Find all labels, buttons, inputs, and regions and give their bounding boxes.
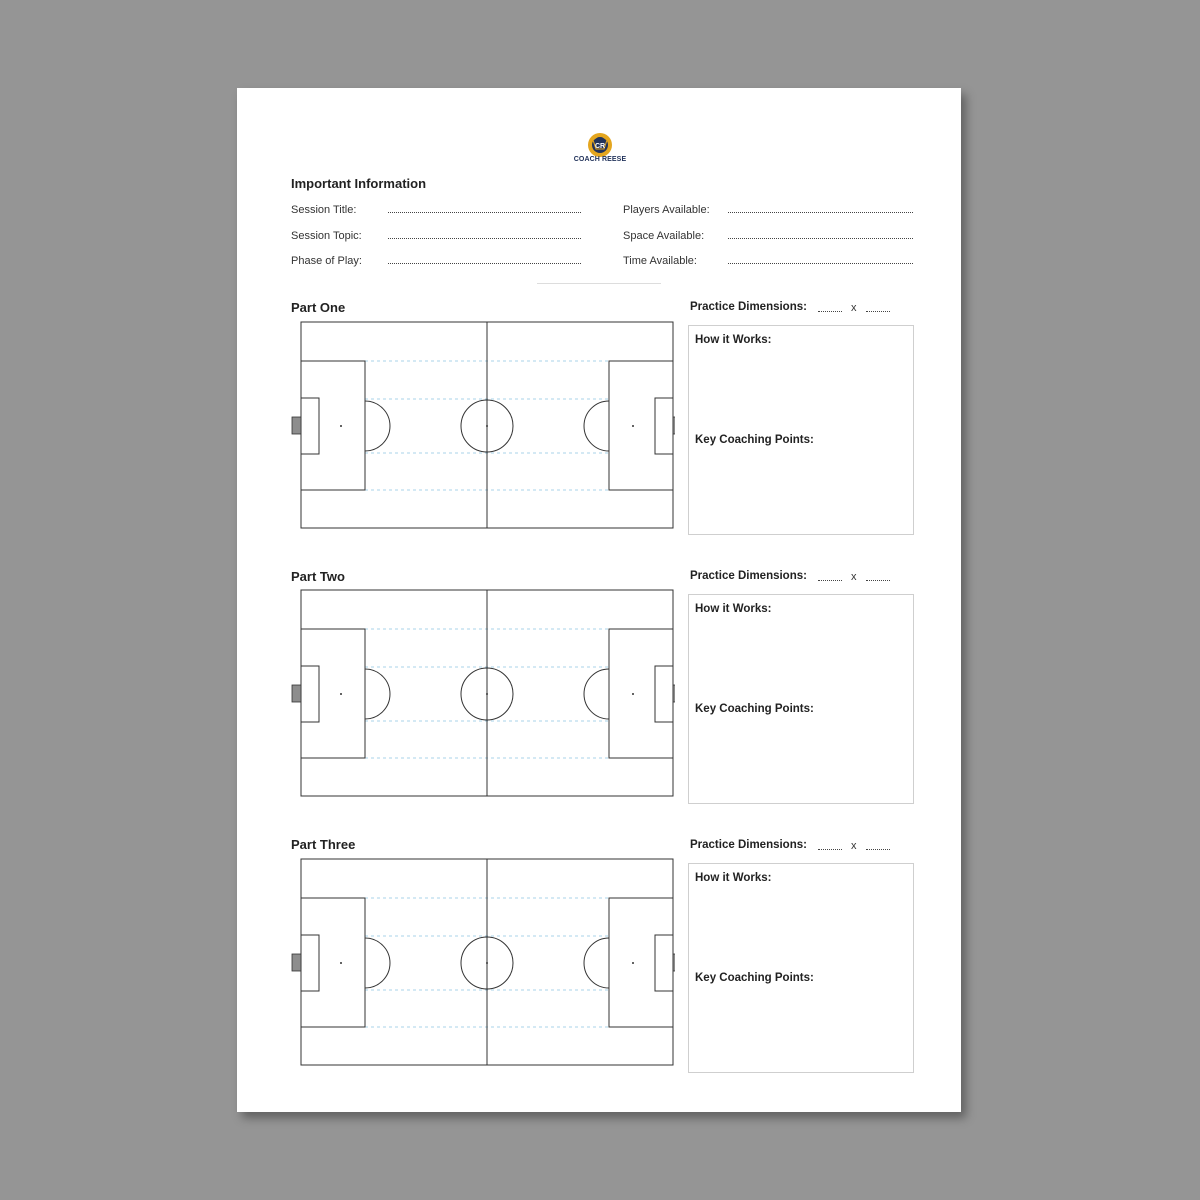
time-available-label: Time Available: [623, 255, 697, 267]
right-penalty-spot [632, 693, 634, 695]
part-three-how-it-works-label: How it Works: [695, 872, 772, 884]
part-three-title: Part Three [291, 837, 356, 852]
players-available-label: Players Available: [623, 204, 710, 216]
part-three-dimension-length-input[interactable] [866, 849, 890, 850]
space-available-label: Space Available: [623, 230, 705, 242]
space-available-input[interactable] [728, 238, 913, 239]
phase-of-play-label: Phase of Play: [291, 255, 362, 267]
brand-name: COACH REESE [573, 156, 627, 163]
time-available-input[interactable] [728, 263, 913, 264]
centre-spot [486, 693, 488, 695]
left-penalty-spot [340, 693, 342, 695]
players-available-input[interactable] [728, 212, 913, 213]
part-one-practice-dimensions-label: Practice Dimensions: [690, 301, 807, 313]
part-one-title: Part One [291, 300, 346, 315]
part-two-notes-box[interactable] [688, 594, 914, 804]
part-three-notes-box[interactable] [688, 863, 914, 1073]
session-title-label: Session Title: [291, 204, 357, 216]
part-one-dimension-length-input[interactable] [866, 311, 890, 312]
session-title-input[interactable] [388, 212, 581, 213]
right-goal [673, 954, 675, 971]
part-two-key-coaching-points-label: Key Coaching Points: [695, 703, 814, 715]
right-penalty-spot [632, 425, 634, 427]
part-three-practice-dimensions-label: Practice Dimensions: [690, 839, 807, 851]
part-one-dimension-width-input[interactable] [818, 311, 842, 312]
part-three-dimension-separator: x [851, 840, 857, 852]
right-goal [673, 417, 675, 434]
right-goal [673, 685, 675, 702]
part-one-dimension-separator: x [851, 302, 857, 314]
part-three-pitch-diagram[interactable] [291, 857, 675, 1067]
part-two-dimension-width-input[interactable] [818, 580, 842, 581]
left-goal [292, 685, 301, 702]
part-two-how-it-works-label: How it Works: [695, 603, 772, 615]
svg-text:CR: CR [594, 143, 606, 150]
part-one-key-coaching-points-label: Key Coaching Points: [695, 434, 814, 446]
important-information-heading: Important Information [291, 176, 427, 191]
part-two-practice-dimensions-label: Practice Dimensions: [690, 570, 807, 582]
part-one-notes-box[interactable] [688, 325, 914, 535]
left-goal [292, 954, 301, 971]
session-topic-input[interactable] [388, 238, 581, 239]
left-goal [292, 417, 301, 434]
part-two-dimension-length-input[interactable] [866, 580, 890, 581]
session-plan-sheet [237, 88, 961, 1112]
part-two-dimension-separator: x [851, 571, 857, 583]
part-three-key-coaching-points-label: Key Coaching Points: [695, 972, 814, 984]
left-penalty-spot [340, 425, 342, 427]
part-one-how-it-works-label: How it Works: [695, 334, 772, 346]
right-penalty-spot [632, 962, 634, 964]
phase-of-play-input[interactable] [388, 263, 581, 264]
left-penalty-spot [340, 962, 342, 964]
part-two-pitch-diagram[interactable] [291, 588, 675, 798]
session-topic-label: Session Topic: [291, 230, 362, 242]
part-three-dimension-width-input[interactable] [818, 849, 842, 850]
section-divider [537, 283, 661, 284]
part-two-title: Part Two [291, 569, 345, 584]
centre-spot [486, 962, 488, 964]
centre-spot [486, 425, 488, 427]
part-one-pitch-diagram[interactable] [291, 320, 675, 530]
